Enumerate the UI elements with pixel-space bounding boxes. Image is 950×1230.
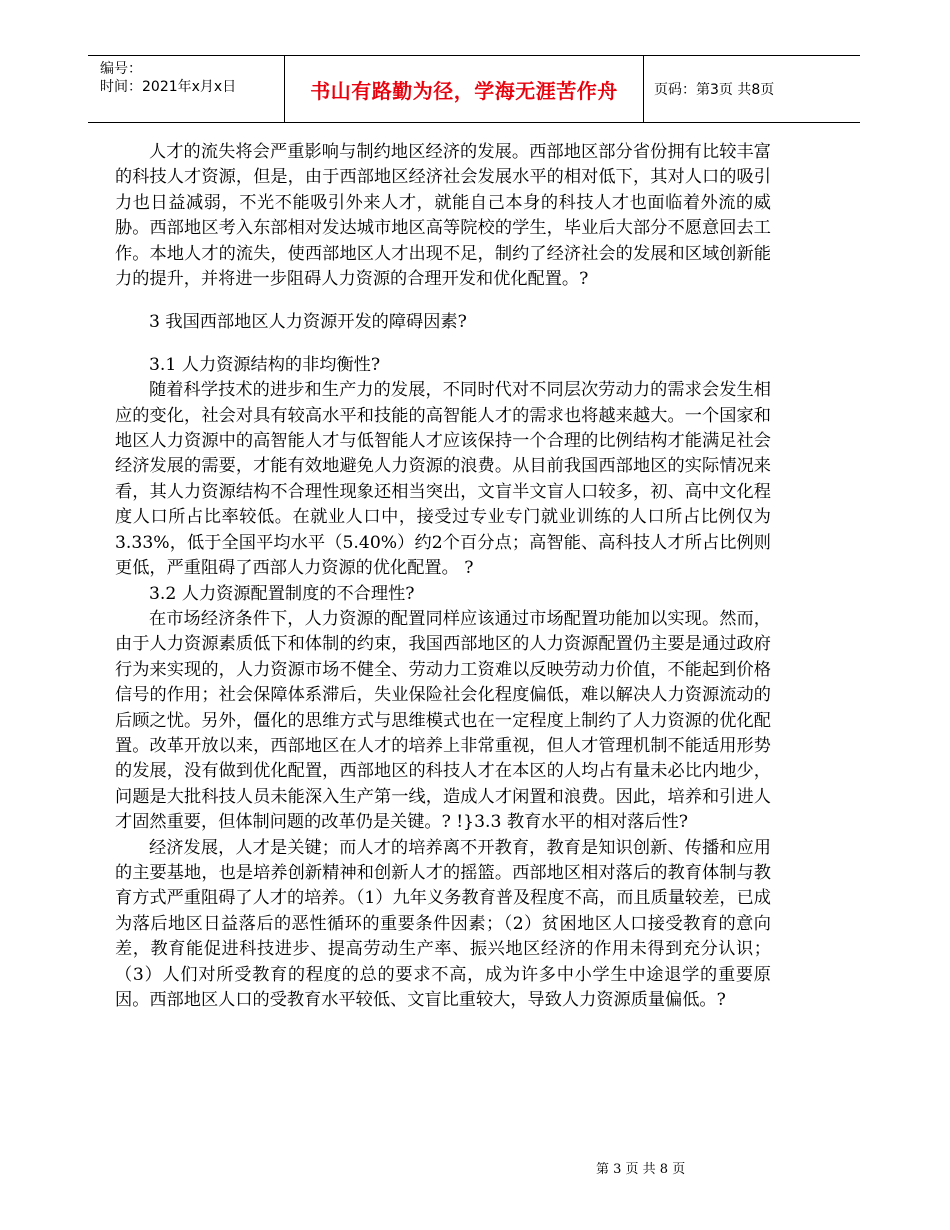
header-meta xyxy=(88,56,284,122)
paragraph-structure: 随着科学技术的进步和生产力的发展，不同时代对不同层次劳动力的需求会发生相应的变化，社会对具有较高水平和技能的高智能人才的需求也将越来越大。一个国家和地区人力资源中的高智能人才与低智能人才应该保持一个合理的比例结构才能满足社会经济发展的需要，才能有效地避免人力资源的浪费。从目前我国西部地区的实际情况来看，其人力资源结构不合理性现象还相当突出，文盲半文盲人口较多，初、高中文化程度人口所占比率较低。在就业人口中，接受过专业专门就业训练的人口所占比例仅为3.33%，低于全国平均水平（5.40%）约2个百分点；高智能、高科技人才所占比例则更低，严重阻碍了西部人力资源的优化配置。 ? xyxy=(115,380,771,579)
time-label: 时间：2021年x月x日 xyxy=(100,79,237,95)
motto: 书山有路勤为径，学海无涯苦作舟 xyxy=(284,56,644,122)
section-heading-3: 3 我国西部地区人力资源开发的障碍因素? xyxy=(149,312,467,333)
paragraph-allocation: 在市场经济条件下，人力资源的配置同样应该通过市场配置功能加以实现。然而，由于人力资源素质低下和体制的约束，我国西部地区的人力资源配置仍主要是通过政府行为来实现的，人力资源市场不健全、劳动力工资难以反映劳动力价值，不能起到价格信号的作用；社会保障体系滞后，失业保险社会化程度偏低，难以解决人力资源流动的后顾之忧。另外，僵化的思维方式与思维模式也在一定程度上制约了人力资源的优化配置。改革开放以来，西部地区在人才的培养上非常重视，但人才管理机制不能适用形势的发展，没有做到优化配置，西部地区的科技人才在本区的人均占有量未必比内地少，问题是大批科技人员未能深入生产第一线，造成人才闲置和浪费。因此，培养和引进人才固然重要，但体制问题的改革仍是关键。? !}3.3 教育水平的相对落后性? xyxy=(115,608,771,833)
document-body xyxy=(115,140,771,1013)
serial-label: 编号： xyxy=(100,61,142,77)
section-heading-3-1: 3.1 人力资源结构的非均衡性? xyxy=(149,354,381,375)
paragraph-education: 经济发展，人才是关键；而人才的培养离不开教育，教育是知识创新、传播和应用的主要基地，也是培养创新精神和创新人才的摇篮。西部地区相对落后的教育体制与教育方式严重阻碍了人才的培养。（1）九年义务教育普及程度不高，而且质量较差，已成为落后地区日益落后的恶性循环的重要条件因素；（2）贫困地区人口接受教育的意向差，教育能促进科技进步、提高劳动生产率、振兴地区经济的作用未得到充分认识；（3）人们对所受教育的程度的总的要求不高，成为许多中小学生中途退学的重要原因。西部地区人口的受教育水平较低、文盲比重较大，导致人力资源质量偏低。? xyxy=(115,837,771,1010)
section-heading-3-2: 3.2 人力资源配置制度的不合理性? xyxy=(149,583,415,604)
paragraph-talent-loss: 人才的流失将会严重影响与制约地区经济的发展。西部地区部分省份拥有比较丰富的科技人才资源，但是，由于西部地区经济社会发展水平的相对低下，其对人口的吸引力也日益减弱，不光不能吸引外来人才，就能自己本身的科技人才也面临着外流的威胁。西部地区考入东部相对发达城市地区高等院校的学生，毕业后大部分不愿意回去工作。本地人才的流失，使西部地区人才出现不足，制约了经济社会的发展和区域创新能力的提升，并将进一步阻碍人力资源的合理开发和优化配置。? xyxy=(115,142,771,290)
page-footer: 第 3 页 共 8 页 xyxy=(596,1162,686,1177)
page-header xyxy=(88,55,860,123)
page-number-label: 页码：第3页 共8页 xyxy=(654,82,775,98)
